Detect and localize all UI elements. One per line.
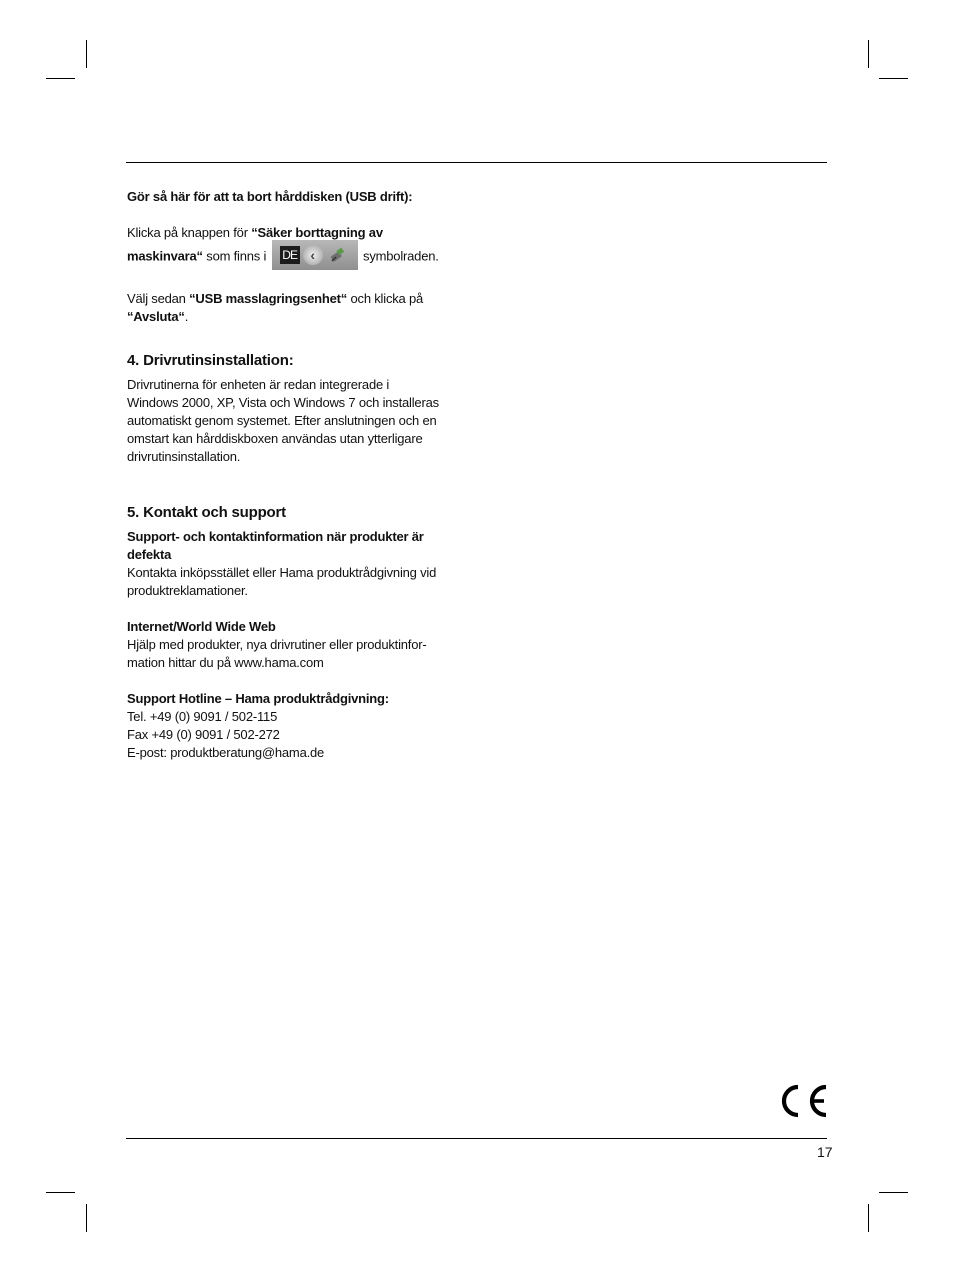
web-heading: Internet/World Wide Web xyxy=(127,619,276,634)
section-4-title: 4. Drivrutinsinstallation: xyxy=(127,352,294,369)
section-5-title: 5. Kontakt och support xyxy=(127,504,286,521)
removal-line-3: Välj sedan “USB masslagringsenhet“ och klicka på xyxy=(127,291,424,306)
hotline-tel: Tel. +49 (0) 9091 / 502-115 xyxy=(127,709,278,724)
header-rule xyxy=(126,162,827,163)
section-4-line: automatiskt genom systemet. Efter anslutningen och en xyxy=(127,413,437,428)
crop-mark xyxy=(46,1192,75,1193)
contact-support-section xyxy=(127,504,467,762)
page-number: 17 xyxy=(817,1144,833,1160)
system-tray-image xyxy=(272,240,358,270)
section-4-line: omstart kan hårddiskboxen användas utan ytterligare xyxy=(127,431,423,446)
crop-mark xyxy=(46,78,75,79)
usb-device-icon xyxy=(328,246,346,264)
hotline-fax: Fax +49 (0) 9091 / 502-272 xyxy=(127,727,280,742)
hotline-email: E-post: produktberatung@hama.de xyxy=(127,745,325,760)
support-text: Kontakta inköpsstället eller Hama produktrådgivning vid xyxy=(127,565,437,580)
driver-installation-section xyxy=(127,352,467,466)
crop-mark xyxy=(86,1204,87,1232)
removal-heading: Gör så här för att ta bort hårddisken (USB drift): xyxy=(127,189,413,204)
support-heading: Support- och kontaktinformation när produkter är xyxy=(127,529,424,544)
web-text: mation hittar du på www.hama.com xyxy=(127,655,324,670)
hotline-heading: Support Hotline – Hama produktrådgivning: xyxy=(127,691,389,706)
section-4-line: drivrutinsinstallation. xyxy=(127,449,241,464)
removal-line-1: Klicka på knappen för “Säker borttagning av xyxy=(127,225,383,240)
removal-line-2: maskinvara“ som finns i DE ‹ symbolraden. xyxy=(127,242,467,272)
crop-mark xyxy=(86,40,87,68)
crop-mark xyxy=(879,1192,908,1193)
removal-section xyxy=(127,188,467,326)
chevron-left-icon: ‹ xyxy=(303,245,323,265)
support-text: produktreklamationer. xyxy=(127,583,248,598)
footer-rule xyxy=(126,1138,827,1139)
web-text: Hjälp med produkter, nya drivrutiner eller produktinfor- xyxy=(127,637,427,652)
removal-line-4: “Avsluta“. xyxy=(127,309,189,324)
section-4-line: Drivrutinerna för enheten är redan integrerade i xyxy=(127,377,390,392)
ce-mark-logo xyxy=(779,1084,829,1118)
crop-mark xyxy=(868,40,869,68)
crop-mark xyxy=(868,1204,869,1232)
support-heading: defekta xyxy=(127,547,172,562)
section-4-line: Windows 2000, XP, Vista och Windows 7 och installeras xyxy=(127,395,439,410)
crop-mark xyxy=(879,78,908,79)
language-indicator: DE xyxy=(280,246,300,264)
